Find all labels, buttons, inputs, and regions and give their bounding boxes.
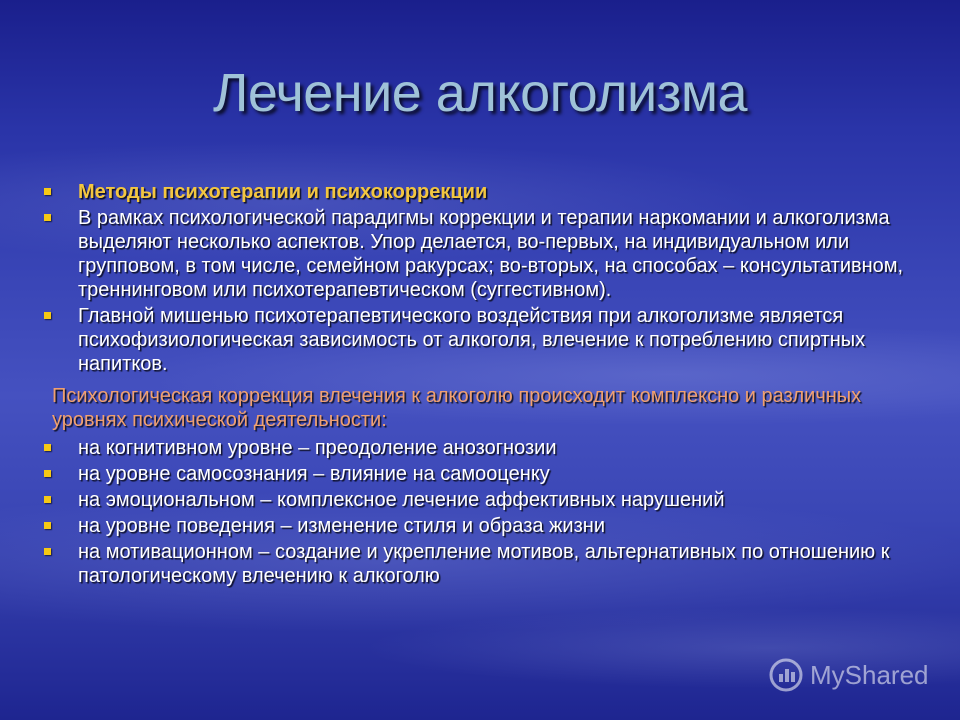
list-item-text: В рамках психологической парадигмы коррекции и терапии наркомании и алкоголизма выделяют несколько аспектов. Упор делается, во-первых, на индивидуальном или групповом, в том числе, семейном ракурсах; во-вторых, на способах – консультативном, треннинговом или психотерапевтическом (суггестивном). [78,207,904,301]
square-bullet-icon [44,470,51,477]
list-item [40,180,920,204]
myshared-watermark [768,655,929,695]
list-item [40,514,920,538]
list-item-text: Методы психотерапии и психокоррекции [78,181,488,203]
square-bullet-icon [44,444,51,451]
list-item [40,206,920,302]
list-item [40,488,920,512]
list-item-text: на уровне самосознания – влияние на самооценку [78,463,550,485]
list-item [40,462,920,486]
plain-paragraph: Психологическая коррекция влечения к алкоголю происходит комплексно и различных уровнях психической деятельности: [52,385,862,431]
list-item-text: на эмоциональном – комплексное лечение аффективных нарушений [78,489,725,511]
square-bullet-icon [44,522,51,529]
list-item [40,436,920,460]
list-item [40,304,920,376]
list-item-text: Главной мишенью психотерапевтического воздействия при алкоголизме является психофизиологическая зависимость от алкоголя, влечение к потреблению спиртных напитков. [78,305,866,375]
list-item [40,540,920,588]
list-item-text: на мотивационном – создание и укрепление мотивов, альтернативных по отношению к патологическому влечению к алкоголю [78,541,890,587]
slide-title: Лечение алкоголизма [212,63,748,123]
square-bullet-icon [44,312,51,319]
list-item-text: на уровне поведения – изменение стиля и образа жизни [78,515,605,537]
square-bullet-icon [44,214,51,221]
square-bullet-icon [44,548,51,555]
square-bullet-icon [44,188,51,195]
square-bullet-icon [44,496,51,503]
list-item-text: на когнитивном уровне – преодоление анозогнозии [78,437,557,459]
watermark-text: MyShared [810,659,929,690]
myshared-logo-icon [768,657,804,693]
slide-content [40,180,920,590]
